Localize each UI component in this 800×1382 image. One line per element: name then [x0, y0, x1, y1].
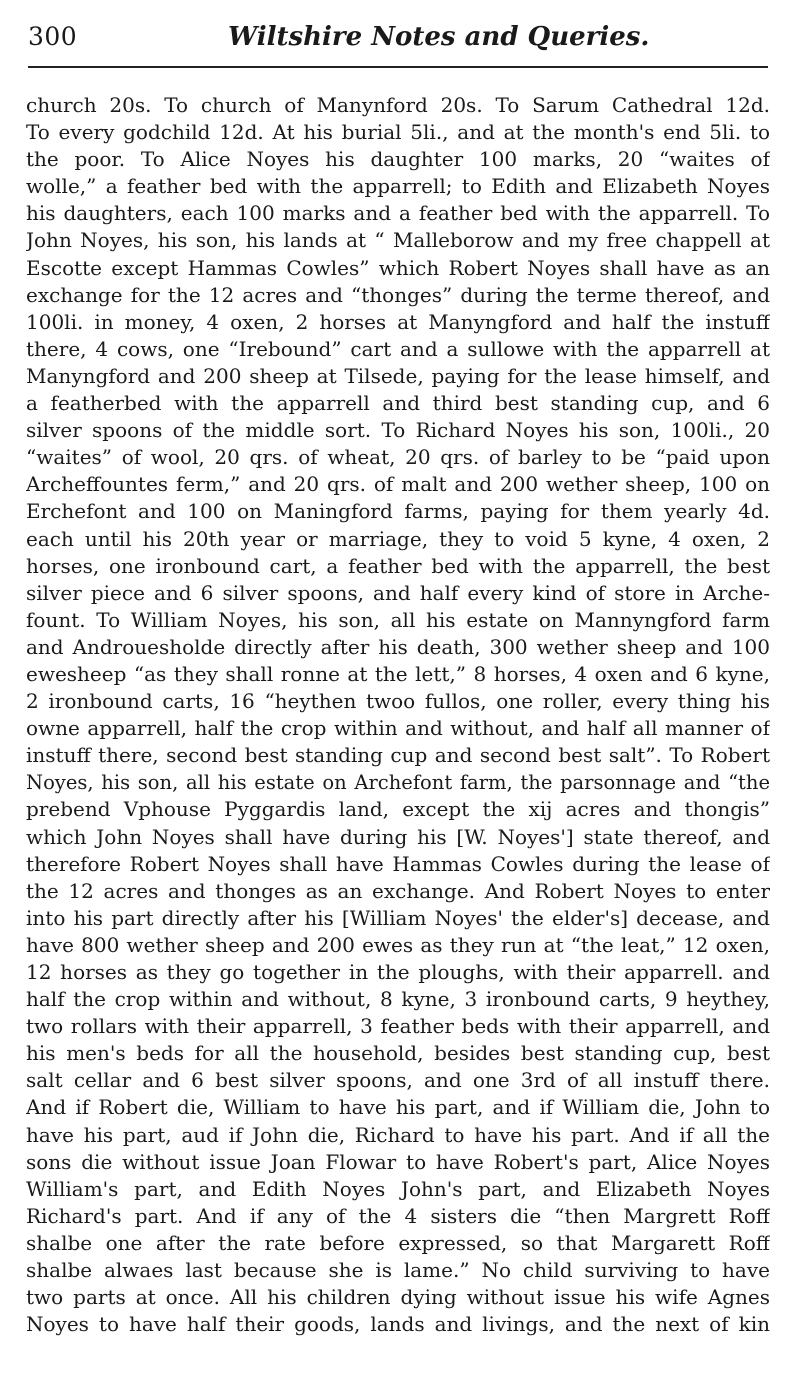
text-line: Erchefont and 100 on Maningford farms, paying for them yearly 4d.: [26, 499, 770, 524]
text-line: 12 horses as they go together in the ploughs, with their apparrell. and: [26, 960, 770, 984]
header-rule: [28, 66, 768, 68]
text-line: William's part, and Edith Noyes John's part, and Elizabeth Noyes: [26, 1176, 770, 1201]
text-line: a featherbed with the apparrell and third best standing cup, and 6: [26, 391, 770, 416]
text-line: two parts at once. All his children dying without issue his wife Agnes: [26, 1285, 770, 1310]
text-line: instuff there, second best standing cup and second best salt”. To Robert: [26, 743, 770, 768]
text-line: Archeffountes ferm,” and 20 qrs. of malt and 200 wether sheep, 100 on: [26, 472, 770, 497]
page-header: [28, 20, 773, 60]
text-line: church 20s. To church of Manynford 20s. To Sarum Cathedral 12d.: [26, 93, 770, 117]
text-line: therefore Robert Noyes shall have Hammas Cowles during the lease of: [26, 851, 770, 876]
text-line: two rollars with their apparrell, 3 feather beds with their apparrell, and: [26, 1014, 770, 1039]
text-line: have 800 wether sheep and 200 ewes as they run at “the leat,” 12 oxen,: [26, 932, 770, 957]
text-line: 100li. in money, 4 oxen, 2 horses at Manyngford and half the instuff: [26, 309, 770, 334]
text-line: shalbe one after the rate before expressed, so that Margarett Roff: [26, 1230, 770, 1255]
text-line: fount. To William Noyes, his son, all his estate on Mannyngford farm: [26, 607, 770, 632]
text-line: into his part directly after his [William Noyes' the elder's] decease, and: [26, 905, 770, 930]
text-line: prebend Vphouse Pyggardis land, except the xij acres and thongis”: [26, 797, 770, 822]
text-line: Manyngford and 200 sheep at Tilsede, paying for the lease himself, and: [26, 363, 770, 388]
text-line: wolle,” a feather bed with the apparrell; to Edith and Elizabeth Noyes: [26, 174, 770, 199]
text-line: Noyes to have half their goods, lands and livings, and the next of kin: [26, 1312, 770, 1337]
text-line: shalbe alwaes last because she is lame.” No child surviving to have: [26, 1258, 770, 1283]
text-line: Richard's part. And if any of the 4 sisters die “then Margrett Roff: [26, 1203, 770, 1228]
text-line: silver spoons of the middle sort. To Richard Noyes his son, 100li., 20: [26, 418, 770, 443]
text-line: Noyes, his son, all his estate on Archefont farm, the parsonnage and “the: [26, 771, 770, 795]
text-line: To every godchild 12d. At his burial 5li., and at the month's end 5li. to: [26, 120, 770, 145]
text-line: his men's beds for all the household, besides best standing cup, best: [26, 1041, 770, 1066]
text-line: have his part, aud if John die, Richard to have his part. And if all the: [26, 1122, 770, 1147]
text-line: ewesheep “as they shall ronne at the lett,” 8 horses, 4 oxen and 6 kyne,: [26, 661, 770, 686]
text-line: Escotte except Hammas Cowles” which Robert Noyes shall have as an: [26, 255, 770, 280]
text-line: silver piece and 6 silver spoons, and half every kind of store in Arche-: [26, 580, 770, 605]
text-line: and Androuesholde directly after his death, 300 wether sheep and 100: [26, 634, 770, 659]
text-line: exchange for the 12 acres and “thonges” during the terme thereof, and: [26, 282, 770, 307]
text-line: And if Robert die, William to have his part, and if William die, John to: [26, 1095, 770, 1120]
text-line: owne apparrell, half the crop within and without, and half all manner of: [26, 716, 770, 741]
running-title: Wiltshire Notes and Queries.: [228, 22, 650, 52]
text-line: John Noyes, his son, his lands at “ Malleborow and my free chappell at: [26, 228, 770, 253]
text-line: half the crop within and without, 8 kyne, 3 ironbound carts, 9 heythey,: [26, 987, 770, 1012]
text-line: which John Noyes shall have during his [W. Noyes'] state thereof, and: [26, 824, 770, 849]
body-text: [26, 92, 770, 1338]
text-line: each until his 20th year or marriage, they to void 5 kyne, 4 oxen, 2: [26, 526, 770, 551]
text-line: 2 ironbound carts, 16 “heythen twoo fullos, one roller, every thing his: [26, 689, 770, 714]
text-line: salt cellar and 6 best silver spoons, and one 3rd of all instuff there.: [26, 1068, 770, 1093]
text-line: his daughters, each 100 marks and a feather bed with the apparrell. To: [26, 201, 770, 226]
text-line: the 12 acres and thonges as an exchange. And Robert Noyes to enter: [26, 878, 770, 903]
text-line: “waites” of wool, 20 qrs. of wheat, 20 qrs. of barley to be “paid upon: [26, 445, 770, 470]
page-number: 300: [28, 22, 78, 51]
text-line: there, 4 cows, one “Irebound” cart and a sullowe with the apparrell at: [26, 336, 770, 361]
text-line: horses, one ironbound cart, a feather bed with the apparrell, the best: [26, 553, 770, 578]
text-line: sons die without issue Joan Flowar to have Robert's part, Alice Noyes: [26, 1149, 770, 1174]
text-line: the poor. To Alice Noyes his daughter 100 marks, 20 “waites of: [26, 147, 770, 172]
